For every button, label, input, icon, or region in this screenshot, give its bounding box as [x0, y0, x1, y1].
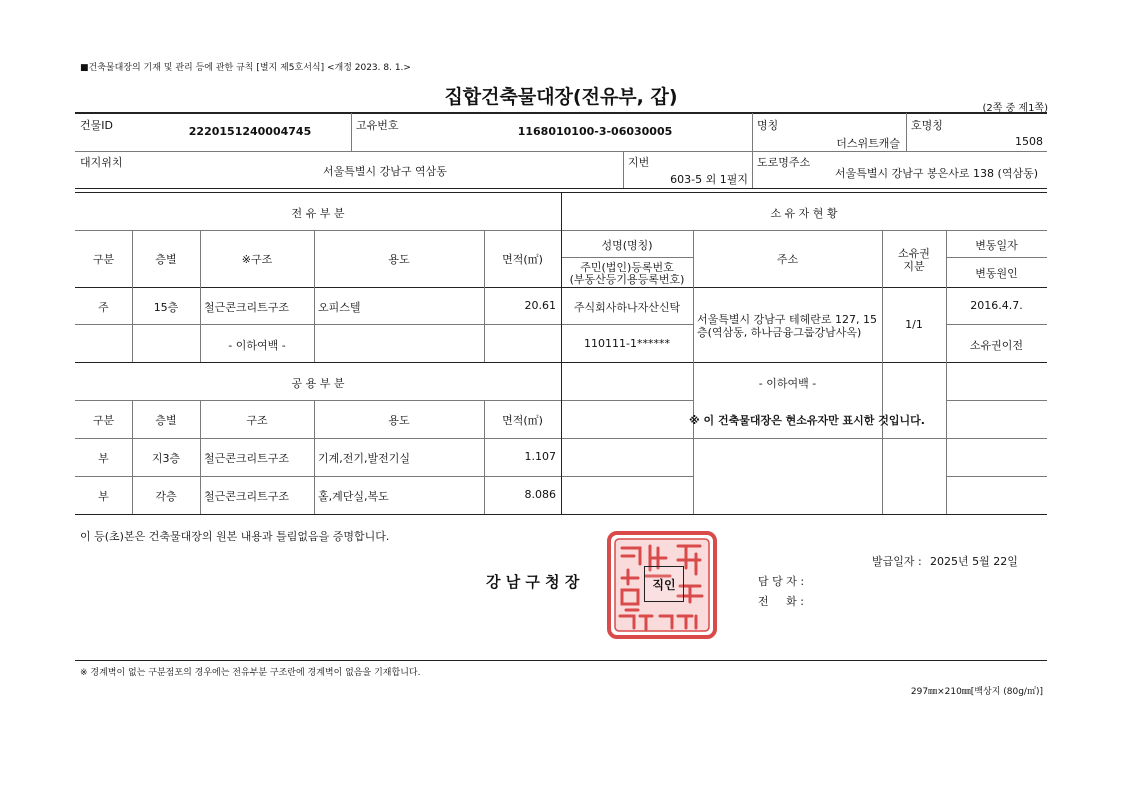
- owner-header-share: 소유권: [898, 247, 930, 260]
- official-seal: [606, 530, 718, 640]
- owner-change-reason: 소유권이전: [969, 339, 1024, 352]
- common-section-title: 공 용 부 분: [291, 377, 345, 390]
- lot-label: 지번: [628, 156, 650, 169]
- rule: [693, 231, 694, 514]
- unique-no-label: 고유번호: [356, 119, 399, 132]
- owner-address-line1: 서울특별시 강남구 테헤란로 127, 15: [697, 313, 877, 326]
- common-header-use: 용도: [388, 414, 410, 427]
- owner-blank-note: - 이하여백 -: [758, 377, 817, 390]
- common-row-use: 홀,계단실,복도: [318, 490, 389, 503]
- certify-statement: 이 등(초)본은 건축물대장의 원본 내용과 틀림없음을 증명합니다.: [80, 530, 390, 543]
- exclusive-row-type: 주: [98, 301, 109, 314]
- exclusive-header-use: 용도: [388, 253, 410, 266]
- rule: [75, 324, 561, 325]
- rule: [561, 257, 693, 258]
- exclusive-header-floor: 층별: [155, 253, 177, 266]
- rule: [75, 514, 1047, 515]
- common-row-structure: 철근콘크리트구조: [204, 452, 290, 465]
- issuer-name: 강 남 구 청 장: [486, 573, 580, 591]
- issue-date-label: 발급일자 :: [872, 555, 922, 568]
- common-row-area: 8.086: [524, 488, 556, 501]
- top-rule: [75, 112, 1047, 114]
- exclusive-row-floor: 15층: [153, 301, 179, 314]
- rule: [906, 113, 907, 151]
- common-header-type: 구분: [92, 414, 115, 427]
- common-header-area: 면적(㎡): [502, 414, 543, 427]
- building-id-label: 건물ID: [80, 119, 113, 132]
- common-row-area: 1.107: [524, 450, 556, 463]
- rule: [752, 113, 753, 188]
- name-label: 명칭: [757, 119, 779, 132]
- rule: [946, 400, 1047, 401]
- issue-date: 2025년 5월 22일: [930, 555, 1018, 568]
- exclusive-blank-note: - 이하여백 -: [228, 339, 286, 352]
- common-header-structure: 구조: [246, 414, 268, 427]
- owner-header-name: 성명(명칭): [601, 239, 653, 252]
- phone-label: 전 화 :: [758, 595, 804, 608]
- officer-label: 담 당 자 :: [758, 575, 805, 588]
- page-info: (2쪽 중 제1쪽): [982, 103, 1048, 114]
- rule: [946, 324, 1047, 325]
- rule: [75, 400, 561, 401]
- owner-share: 1/1: [905, 318, 923, 331]
- building-name: 더스위트캐슬: [836, 137, 900, 150]
- rule: [351, 113, 352, 151]
- common-row-use: 기계,전기,발전기실: [318, 452, 411, 465]
- owner-address-line2: 층(역삼동, 하나금융그룹강남사옥): [697, 326, 862, 339]
- owner-regno: 110111-1******: [584, 337, 670, 350]
- rule: [75, 151, 1047, 152]
- owner-header-change-date: 변동일자: [975, 239, 1018, 252]
- seal-text: 직인: [652, 578, 676, 592]
- footer-note: ※ 경계벽이 없는 구분점포의 경우에는 전유부분 구조란에 경계벽이 없음을 기재합니다.: [80, 668, 421, 678]
- owner-header-change-reason: 변동원인: [975, 267, 1018, 280]
- rule: [561, 476, 693, 477]
- owner-header-regno-sub: (부동산등기용등록번호): [569, 273, 685, 286]
- common-row-type: 부: [98, 490, 109, 503]
- owner-header-regno: 주민(법인)등록번호: [580, 261, 674, 274]
- exclusive-header-area: 면적(㎡): [502, 253, 543, 266]
- site: 서울특별시 강남구 역삼동: [323, 165, 447, 178]
- common-row-floor: 지3층: [151, 452, 181, 465]
- owner-change-date: 2016.4.7.: [970, 299, 1023, 312]
- exclusive-header-type: 구분: [92, 253, 115, 266]
- owner-section-title: 소 유 자 현 황: [770, 207, 838, 220]
- rule: [946, 257, 1047, 258]
- rule: [561, 400, 693, 401]
- road-address: 서울특별시 강남구 봉은사로 138 (역삼동): [835, 167, 1038, 180]
- exclusive-section-title: 전 유 부 분: [291, 207, 345, 220]
- rule: [946, 476, 1047, 477]
- owner-header-share-sub: 지분: [903, 260, 925, 273]
- unit-name: 1508: [1015, 135, 1043, 148]
- owner-header-address: 주소: [776, 253, 799, 266]
- rule: [623, 152, 624, 188]
- rule: [561, 324, 693, 325]
- unique-no: 1168010100-3-06030005: [517, 125, 673, 138]
- exclusive-row-use: 오피스텔: [318, 301, 361, 314]
- site-label: 대지위치: [80, 156, 123, 169]
- rule: [75, 230, 561, 231]
- common-row-type: 부: [98, 452, 109, 465]
- road-label: 도로명주소: [757, 156, 811, 169]
- rule: [561, 230, 1047, 231]
- building-id: 2220151240004745: [188, 125, 312, 138]
- common-row-structure: 철근콘크리트구조: [204, 490, 290, 503]
- common-header-floor: 층별: [155, 414, 177, 427]
- exclusive-row-structure: 철근콘크리트구조: [204, 301, 290, 314]
- common-row-floor: 각층: [155, 490, 177, 503]
- page-title: 집합건축물대장(전유부, 갑): [444, 86, 678, 108]
- legal-note: ■건축물대장의 기재 및 관리 등에 관한 규칙 [별지 제5호서식] <개정 2023. 8. 1.>: [80, 63, 411, 73]
- footer-rule: [75, 660, 1047, 661]
- unit-name-label: 호명칭: [911, 119, 943, 132]
- current-owner-note: ※ 이 건축물대장은 현소유자만 표시한 것입니다.: [689, 414, 925, 427]
- exclusive-row-area: 20.61: [524, 299, 556, 312]
- paper-spec: 297㎜×210㎜[백상지 (80g/㎡)]: [910, 687, 1043, 697]
- rule: [75, 188, 1047, 189]
- owner-name: 주식회사하나자산신탁: [573, 301, 681, 314]
- rule: [75, 476, 561, 477]
- exclusive-header-structure: ※구조: [241, 253, 273, 266]
- lot: 603-5 외 1필지: [670, 173, 748, 186]
